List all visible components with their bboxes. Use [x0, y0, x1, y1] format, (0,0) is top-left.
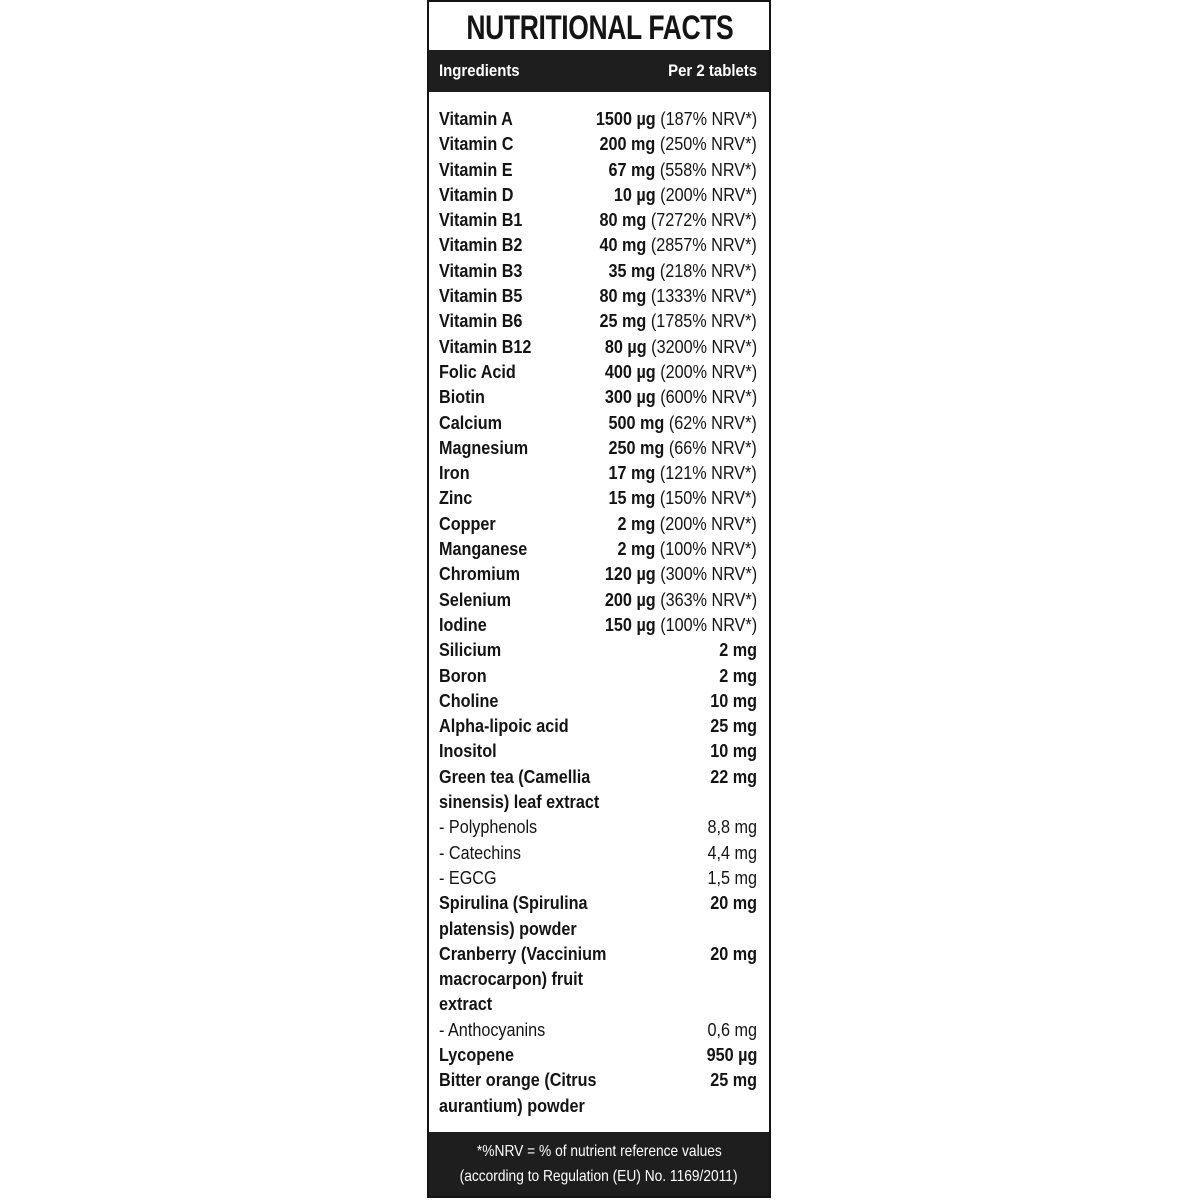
ingredient-nrv: (1333% NRV*)	[651, 286, 757, 307]
ingredient-row	[439, 461, 757, 486]
ingredient-amount: 67 mg	[608, 159, 656, 180]
ingredient-amount: 80 mg	[599, 210, 647, 231]
ingredient-value	[609, 158, 757, 183]
ingredient-amount: 2 mg	[617, 513, 656, 534]
ingredient-name: Lycopene	[439, 1044, 515, 1065]
ingredient-name: Green tea (Camellia sinensis) leaf extract	[439, 766, 600, 813]
ingredient-nrv: (187% NRV*)	[660, 109, 757, 129]
ingredient-value	[609, 259, 757, 284]
ingredient-row	[439, 588, 757, 613]
ingredient-name: Vitamin B2	[439, 235, 523, 256]
ingredient-name: Alpha-lipoic acid	[439, 716, 569, 737]
ingredient-nrv: (300% NRV*)	[660, 564, 757, 585]
ingredient-nrv: (1785% NRV*)	[651, 311, 757, 332]
ingredient-value	[605, 613, 757, 638]
ingredient-value	[600, 233, 757, 258]
ingredient-row	[439, 208, 757, 233]
ingredient-amount: 300 µg	[604, 387, 656, 408]
ingredient-amount: 80 µg	[604, 336, 647, 357]
ingredient-nrv: (200% NRV*)	[660, 184, 757, 205]
ingredient-amount: 0,6 mg	[707, 1019, 757, 1040]
ingredient-amount: 8,8 mg	[707, 817, 757, 838]
ingredient-row	[439, 765, 757, 816]
ingredient-name: Vitamin B12	[439, 336, 532, 357]
ingredient-name: Vitamin B1	[439, 210, 523, 231]
nutrition-label	[427, 0, 771, 1198]
ingredient-value	[707, 815, 757, 840]
ingredient-name: Selenium	[439, 589, 512, 610]
ingredient-amount: 150 µg	[604, 614, 656, 635]
ingredient-name: Iron	[439, 463, 470, 484]
ingredient-name: Vitamin D	[439, 184, 514, 205]
ingredient-amount: 2 mg	[719, 665, 757, 686]
ingredient-nrv: (100% NRV*)	[660, 539, 757, 560]
ingredient-value	[596, 107, 757, 132]
ingredient-row	[439, 891, 757, 942]
ingredient-value	[707, 841, 757, 866]
ingredient-amount: 200 µg	[604, 589, 656, 610]
ingredient-name: Vitamin E	[439, 159, 513, 180]
ingredient-row	[439, 385, 757, 410]
ingredient-name: Boron	[439, 665, 487, 686]
ingredient-value	[618, 512, 757, 537]
ingredient-amount: 80 mg	[599, 286, 647, 307]
footer-note	[429, 1132, 769, 1196]
ingredient-name: Inositol	[439, 741, 497, 762]
ingredient-nrv: (62% NRV*)	[669, 412, 757, 433]
ingredient-nrv: (250% NRV*)	[660, 134, 757, 155]
ingredient-row	[439, 183, 757, 208]
ingredient-name: Choline	[439, 690, 499, 711]
ingredient-name: - Catechins	[439, 842, 521, 863]
ingredient-name: Vitamin A	[439, 109, 513, 129]
ingredient-row	[439, 233, 757, 258]
ingredient-nrv: (3200% NRV*)	[651, 336, 757, 357]
ingredient-row	[439, 866, 757, 891]
ingredient-value	[605, 360, 757, 385]
ingredient-name: Manganese	[439, 539, 528, 560]
ingredient-nrv: (200% NRV*)	[660, 513, 757, 534]
ingredient-value	[707, 1018, 757, 1043]
ingredient-row	[439, 689, 757, 714]
ingredient-name: Vitamin B5	[439, 286, 523, 307]
ingredient-amount: 400 µg	[604, 361, 656, 382]
ingredient-amount: 25 mg	[599, 311, 647, 332]
ingredient-name: Bitter orange (Citrus aurantium) powder	[439, 1070, 597, 1116]
ingredient-value	[710, 891, 757, 916]
ingredient-value	[609, 461, 757, 486]
ingredient-amount: 950 µg	[706, 1044, 757, 1065]
ingredient-nrv: (121% NRV*)	[660, 463, 757, 484]
ingredient-row	[439, 486, 757, 511]
ingredient-name: - Anthocyanins	[439, 1019, 546, 1040]
ingredient-value	[719, 638, 757, 663]
ingredient-amount: 25 mg	[710, 1070, 757, 1091]
ingredient-amount: 1500 µg	[595, 109, 656, 129]
ingredient-amount: 2 mg	[719, 640, 757, 661]
ingredient-amount: 15 mg	[608, 488, 656, 509]
footer-line-1: *%NRV = % of nutrient reference values	[476, 1143, 722, 1160]
ingredient-value	[605, 385, 757, 410]
ingredient-amount: 200 mg	[599, 134, 656, 155]
ingredient-value	[600, 132, 757, 157]
ingredient-row	[439, 309, 757, 334]
ingredient-row	[439, 132, 757, 157]
ingredient-value	[605, 335, 757, 360]
ingredient-value	[710, 714, 757, 739]
ingredient-row	[439, 360, 757, 385]
ingredient-value	[605, 562, 757, 587]
ingredient-amount: 22 mg	[710, 766, 757, 787]
ingredient-amount: 500 mg	[608, 412, 665, 433]
ingredient-row	[439, 335, 757, 360]
ingredient-nrv: (558% NRV*)	[660, 159, 757, 180]
ingredient-row	[439, 942, 757, 1018]
ingredient-row	[439, 664, 757, 689]
footer-line-2: (according to Regulation (EU) No. 1169/2011)	[460, 1168, 738, 1185]
ingredient-row	[439, 739, 757, 764]
ingredient-nrv: (2857% NRV*)	[651, 235, 757, 256]
ingredient-value	[605, 588, 757, 613]
ingredient-value	[706, 1043, 757, 1068]
ingredient-row	[439, 815, 757, 840]
ingredient-amount: 2 mg	[617, 539, 656, 560]
ingredient-nrv: (218% NRV*)	[660, 260, 757, 281]
ingredient-value	[710, 765, 757, 790]
ingredient-value	[609, 486, 757, 511]
ingredient-name: Vitamin B6	[439, 311, 523, 332]
table-header	[429, 50, 769, 92]
ingredient-nrv: (363% NRV*)	[660, 589, 757, 610]
ingredient-name: Calcium	[439, 412, 503, 433]
ingredient-name: Vitamin B3	[439, 260, 523, 281]
ingredient-row	[439, 1043, 757, 1068]
ingredient-row	[439, 107, 757, 132]
ingredient-name: Folic Acid	[439, 361, 516, 382]
header-per-serving: Per 2 tablets	[668, 61, 757, 80]
ingredient-row	[439, 158, 757, 183]
ingredient-row	[439, 411, 757, 436]
ingredient-row	[439, 259, 757, 284]
ingredient-nrv: (7272% NRV*)	[651, 210, 757, 231]
ingredient-amount: 20 mg	[710, 943, 757, 964]
ingredient-row	[439, 512, 757, 537]
ingredient-value	[614, 183, 757, 208]
ingredient-amount: 120 µg	[604, 564, 656, 585]
ingredient-row	[439, 284, 757, 309]
ingredient-name: Vitamin C	[439, 134, 514, 155]
ingredient-row	[439, 562, 757, 587]
ingredient-name: Magnesium	[439, 437, 529, 458]
ingredient-name: Biotin	[439, 387, 485, 408]
ingredient-value	[609, 411, 757, 436]
ingredient-value	[710, 689, 757, 714]
ingredient-amount: 10 mg	[710, 741, 757, 762]
ingredient-nrv: (600% NRV*)	[660, 387, 757, 408]
ingredient-nrv: (66% NRV*)	[669, 437, 757, 458]
ingredient-value	[719, 664, 757, 689]
ingredient-row	[439, 1068, 757, 1119]
ingredient-value	[618, 537, 757, 562]
ingredient-name: - Polyphenols	[439, 817, 538, 838]
ingredient-value	[710, 942, 757, 967]
ingredient-value	[707, 866, 757, 891]
ingredient-row	[439, 1018, 757, 1043]
ingredient-name: Cranberry (Vaccinium macrocarpon) fruit extract	[439, 943, 607, 1015]
ingredient-name: Copper	[439, 513, 496, 534]
ingredient-amount: 35 mg	[608, 260, 656, 281]
ingredient-name: - EGCG	[439, 867, 497, 888]
ingredient-row	[439, 436, 757, 461]
ingredient-row	[439, 537, 757, 562]
ingredient-nrv: (150% NRV*)	[660, 488, 757, 509]
ingredient-row	[439, 841, 757, 866]
ingredient-amount: 20 mg	[710, 893, 757, 914]
ingredient-amount: 25 mg	[710, 716, 757, 737]
ingredient-name: Spirulina (Spirulina platensis) powder	[439, 893, 588, 939]
ingredient-nrv: (200% NRV*)	[660, 361, 757, 382]
ingredient-amount: 17 mg	[608, 463, 656, 484]
ingredient-amount: 10 µg	[613, 184, 656, 205]
ingredient-value	[710, 1068, 757, 1093]
ingredient-value	[600, 309, 757, 334]
ingredient-name: Iodine	[439, 614, 487, 635]
ingredient-amount: 1,5 mg	[707, 867, 757, 888]
ingredient-value	[600, 208, 757, 233]
ingredient-amount: 40 mg	[599, 235, 647, 256]
ingredient-amount: 4,4 mg	[707, 842, 757, 863]
ingredient-value	[600, 284, 757, 309]
ingredient-name: Silicium	[439, 640, 502, 661]
ingredient-name: Chromium	[439, 564, 520, 585]
label-title: NUTRITIONAL FACTS	[466, 9, 734, 47]
ingredient-amount: 250 mg	[608, 437, 665, 458]
ingredient-name: Zinc	[439, 488, 473, 509]
ingredient-amount: 10 mg	[710, 690, 757, 711]
ingredient-row	[439, 714, 757, 739]
ingredient-value	[609, 436, 757, 461]
ingredient-nrv: (100% NRV*)	[660, 614, 757, 635]
ingredient-row	[439, 613, 757, 638]
ingredient-value	[710, 739, 757, 764]
ingredient-list	[429, 92, 769, 1119]
header-ingredients: Ingredients	[439, 61, 520, 80]
ingredient-row	[439, 638, 757, 663]
